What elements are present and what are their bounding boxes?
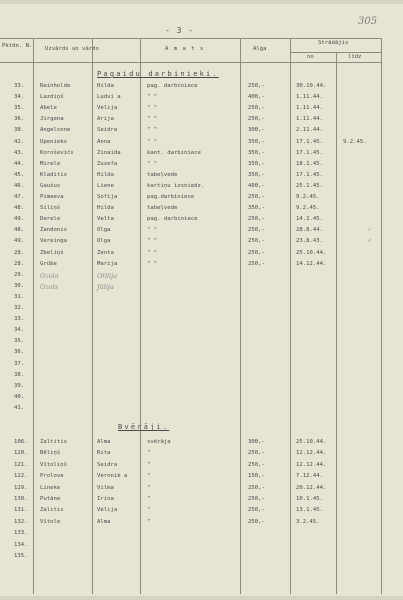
table-row: [0, 361, 403, 372]
table-row: [0, 116, 403, 127]
firstname-cell: Zinaida: [97, 149, 121, 156]
header-from: no: [307, 54, 314, 60]
salary-cell: 250,-: [248, 249, 265, 256]
position-cell: " ": [147, 160, 158, 167]
table-row: [0, 305, 403, 316]
table-row: [0, 205, 403, 216]
position-cell: kartiņu izsniedz.: [147, 182, 205, 189]
salary-cell: 250,-: [248, 260, 265, 267]
salary-cell: 300,-: [248, 439, 265, 445]
position-cell: tabeļvede: [147, 171, 178, 178]
date-from-cell: 7.12.44.: [296, 473, 323, 480]
position-cell: " ": [147, 105, 158, 112]
surname-cell: Grūbe: [40, 260, 57, 267]
row-number: 38.: [14, 371, 25, 378]
surname-cell: Upenieks: [40, 138, 67, 145]
position-cell: " ": [147, 227, 158, 234]
table-row: [0, 238, 403, 249]
table-row: [0, 272, 403, 283]
handwritten-surname: Ozola: [40, 271, 59, 280]
position-cell: ": [147, 473, 151, 480]
date-to-cell: 9.2.45.: [343, 138, 367, 145]
position-cell: " ": [147, 260, 158, 267]
date-from-cell: 17.1.45.: [296, 138, 323, 145]
date-from-cell: 17.1.45.: [296, 149, 323, 156]
row-number: 130.: [14, 496, 28, 502]
row-number: 37.: [14, 360, 25, 367]
row-number: 106.: [14, 439, 28, 445]
position-cell: svērāja: [147, 439, 171, 445]
date-from-cell: 13.1.45.: [296, 507, 323, 514]
table-row: [0, 485, 403, 496]
header-rule: [290, 52, 382, 53]
salary-cell: 250,-: [248, 83, 265, 89]
table-row: [0, 327, 403, 338]
date-from-cell: 28.8.44.: [296, 227, 323, 234]
row-number: 121.: [14, 461, 28, 468]
firstname-cell: Hilda: [97, 83, 114, 89]
salary-cell: 350,-: [248, 205, 265, 212]
position-cell: ": [147, 484, 151, 491]
salary-cell: 250,-: [248, 238, 265, 245]
row-number: 28.: [14, 260, 25, 267]
salary-cell: 250,-: [248, 496, 265, 502]
salary-cell: 250,-: [248, 105, 265, 112]
firstname-cell: Hilda: [97, 205, 114, 212]
surname-cell: Vītole: [40, 518, 61, 525]
position-cell: ": [147, 450, 151, 457]
firstname-cell: Seidra: [97, 461, 118, 468]
date-from-cell: 12.12.44.: [296, 461, 327, 468]
date-from-cell: 10.1.45.: [296, 496, 323, 502]
position-cell: tabeļvede: [147, 205, 178, 212]
salary-cell: 250,-: [248, 194, 265, 200]
date-from-cell: 1.11.44.: [296, 94, 323, 101]
surname-cell: Pimeeva: [40, 194, 64, 200]
row-number: 131.: [14, 507, 28, 514]
table-row: [0, 473, 403, 484]
position-cell: kant. darbiniece: [147, 149, 201, 156]
table-row: [0, 405, 403, 416]
table-row: [0, 194, 403, 205]
position-cell: pag.darbiniece: [147, 194, 195, 200]
salary-cell: 250,-: [248, 507, 265, 514]
surname-cell: Putāne: [40, 496, 61, 502]
row-number: 42.: [14, 138, 25, 145]
row-number: 120.: [14, 450, 28, 457]
header-served: Strādājis: [318, 40, 349, 46]
table-row: [0, 507, 403, 518]
firstname-cell: Anna: [97, 138, 111, 145]
row-number: 45.: [14, 171, 25, 178]
row-number: 32.: [14, 305, 25, 311]
table-row: [0, 349, 403, 360]
row-number: 122.: [14, 473, 28, 480]
table-row: [0, 127, 403, 138]
table-row: [0, 216, 403, 227]
firstname-cell: Liene: [97, 182, 114, 189]
handwritten-firstname: Otīlija: [97, 271, 118, 280]
row-number: 36.: [14, 116, 25, 123]
surname-cell: Koroševičs: [40, 149, 74, 156]
salary-cell: 350,-: [248, 160, 265, 167]
table-row: [0, 316, 403, 327]
handwritten-firstname: Jūlija: [97, 282, 114, 291]
row-number: 135.: [14, 553, 28, 559]
date-from-cell: 25.10.44.: [296, 439, 327, 445]
position-cell: pag. darbiniece: [147, 83, 198, 89]
position-cell: " ": [147, 138, 158, 145]
row-number: 129.: [14, 484, 28, 491]
row-number: 47.: [14, 194, 25, 200]
row-number: 49.: [14, 216, 25, 223]
salary-cell: 150,-: [248, 473, 265, 480]
firstname-cell: Alma: [97, 439, 111, 445]
surname-cell: Derele: [40, 216, 61, 223]
date-from-cell: 12.12.44.: [296, 450, 327, 457]
surname-cell: Bēliņš: [40, 450, 61, 457]
header-position: A m a t s: [165, 46, 205, 52]
salary-cell: 250,-: [248, 216, 265, 223]
row-number: 49.: [14, 238, 25, 245]
date-from-cell: 9.2.45.: [296, 205, 320, 212]
firstname-cell: Vilma: [97, 484, 114, 491]
table-row: [0, 338, 403, 349]
firstname-cell: Ludvi a: [97, 94, 121, 101]
surname-cell: Zalitis: [40, 507, 64, 514]
table-row: [0, 519, 403, 530]
surname-cell: Gaušus: [40, 182, 61, 189]
row-number: 39.: [14, 382, 25, 389]
surname-cell: Lazdiņš: [40, 94, 64, 101]
table-row: [0, 150, 403, 161]
salary-cell: 250,-: [248, 518, 265, 525]
ledger-page: [0, 4, 403, 596]
salary-cell: 250,-: [248, 227, 265, 234]
salary-cell: 250,-: [248, 461, 265, 468]
firstname-cell: Velija: [97, 105, 118, 112]
position-cell: pag. darbiniece: [147, 216, 198, 223]
check-mark: ✓: [368, 238, 372, 245]
salary-cell: 250,-: [248, 450, 265, 457]
position-cell: ": [147, 461, 151, 468]
date-from-cell: 20.12.44.: [296, 484, 327, 491]
firstname-cell: Olga: [97, 227, 111, 234]
firstname-cell: Velija: [97, 507, 118, 514]
row-number: 33.: [14, 83, 25, 89]
row-number: 35.: [14, 105, 25, 112]
table-row: [0, 383, 403, 394]
surname-cell: Siliņš: [40, 205, 61, 212]
position-cell: " ": [147, 94, 158, 101]
salary-cell: 350,-: [248, 149, 265, 156]
row-number: 40.: [14, 393, 25, 400]
row-number: 46.: [14, 182, 25, 189]
surname-cell: Reinholde: [40, 83, 71, 89]
firstname-cell: Irina: [97, 496, 114, 502]
table-row: [0, 530, 403, 541]
date-from-cell: 1.11.44.: [296, 116, 323, 123]
table-row: [0, 261, 403, 272]
surname-cell: Kladitis: [40, 171, 67, 178]
section-weighers: Bvērāji.: [118, 423, 170, 431]
date-from-cell: 30.10.44.: [296, 83, 327, 89]
table-row: [0, 227, 403, 238]
row-number: 36.: [14, 349, 25, 356]
row-number: 30.: [14, 282, 25, 289]
surname-cell: Zaltitis: [40, 439, 67, 445]
surname-cell: Abele: [40, 105, 57, 112]
surname-cell: Jirgena: [40, 116, 64, 123]
salary-cell: 300,-: [248, 127, 265, 134]
surname-cell: Mirele: [40, 160, 61, 167]
position-cell: " ": [147, 238, 158, 245]
check-mark: ✓: [368, 227, 372, 234]
position-cell: " ": [147, 249, 158, 256]
table-row: [0, 553, 403, 564]
salary-cell: 250,-: [248, 484, 265, 491]
table-row: [0, 294, 403, 305]
header-name: Uzvārds un vārds: [45, 46, 99, 52]
firstname-cell: Olga: [97, 238, 111, 245]
table-row: [0, 462, 403, 473]
firstname-cell: Velta: [97, 216, 114, 223]
surname-cell: Vītoliņš: [40, 461, 67, 468]
date-from-cell: 17.1.45.: [296, 171, 323, 178]
salary-cell: 350,-: [248, 171, 265, 178]
date-from-cell: 2.11.44.: [296, 127, 323, 134]
row-number: 33.: [14, 316, 25, 323]
date-from-cell: 14.2.45.: [296, 216, 323, 223]
header-rule: [0, 38, 382, 39]
firstname-cell: Marija: [97, 260, 118, 267]
row-number: 48.: [14, 205, 25, 212]
salary-cell: 400,-: [248, 94, 265, 101]
firstname-cell: Arija: [97, 116, 114, 123]
table-row: [0, 496, 403, 507]
header-no: Pktdn. N.: [2, 43, 33, 49]
date-from-cell: 25.10.44.: [296, 249, 327, 256]
firstname-cell: Hilda: [97, 171, 114, 178]
row-number: 41.: [14, 404, 25, 411]
table-row: [0, 250, 403, 261]
row-number: 132.: [14, 518, 28, 525]
row-number: 38.: [14, 127, 25, 134]
page-number: - 3 -: [165, 26, 195, 35]
row-number: 134.: [14, 541, 28, 548]
table-row: [0, 94, 403, 105]
firstname-cell: Rita: [97, 450, 111, 457]
position-cell: " ": [147, 116, 158, 123]
table-row: [0, 439, 403, 450]
row-number: 34.: [14, 327, 25, 334]
date-from-cell: 25.1.45.: [296, 182, 323, 189]
position-cell: ": [147, 496, 151, 502]
table-row: [0, 372, 403, 383]
surname-cell: Zbeliņš: [40, 249, 64, 256]
handwritten-surname: Ozols: [40, 282, 59, 291]
header-rule: [0, 62, 382, 63]
table-row: [0, 161, 403, 172]
position-cell: ": [147, 507, 151, 514]
row-number: 34.: [14, 94, 25, 101]
salary-cell: 250,-: [248, 116, 265, 123]
salary-cell: 400,-: [248, 182, 265, 189]
row-number: 48.: [14, 227, 25, 234]
row-number: 133.: [14, 530, 28, 537]
table-row: [0, 450, 403, 461]
table-row: [0, 183, 403, 194]
row-number: 28.: [14, 249, 25, 256]
firstname-cell: Seidra: [97, 127, 118, 134]
date-from-cell: 1.11.44.: [296, 105, 323, 112]
header-salary: Alga: [253, 46, 267, 52]
surname-cell: Lineke: [40, 484, 61, 491]
position-cell: ": [147, 518, 151, 525]
date-from-cell: 9.2.45.: [296, 194, 320, 200]
table-row: [0, 105, 403, 116]
header-to: līdz: [348, 54, 362, 60]
firstname-cell: Veronik a: [97, 473, 128, 480]
surname-cell: Angelsone: [40, 127, 71, 134]
table-row: [0, 394, 403, 405]
table-row: [0, 542, 403, 553]
table-row: [0, 172, 403, 183]
surname-cell: Zandonis: [40, 227, 67, 234]
row-number: 35.: [14, 338, 25, 345]
date-from-cell: 14.12.44.: [296, 260, 327, 267]
table-row: [0, 139, 403, 150]
row-number: 29.: [14, 271, 25, 278]
position-cell: " ": [147, 127, 158, 134]
firstname-cell: Alma: [97, 518, 111, 525]
section-temporary-workers: Pagaidu darbinieki.: [97, 70, 219, 78]
table-row: [0, 283, 403, 294]
row-number: 44.: [14, 160, 25, 167]
table-row: [0, 83, 403, 94]
date-from-cell: 3.2.45.: [296, 518, 320, 525]
firstname-cell: Zenta: [97, 249, 114, 256]
date-from-cell: 23.8.43.: [296, 238, 323, 245]
surname-cell: Prolove: [40, 473, 64, 480]
date-from-cell: 18.1.45.: [296, 160, 323, 167]
surname-cell: Vereinga: [40, 238, 67, 245]
firstname-cell: Sofija: [97, 194, 118, 200]
firstname-cell: Zuzefa: [97, 160, 118, 167]
salary-cell: 350,-: [248, 138, 265, 145]
archive-stamp: 305: [358, 16, 378, 27]
row-number: 43.: [14, 149, 25, 156]
row-number: 31.: [14, 293, 25, 300]
